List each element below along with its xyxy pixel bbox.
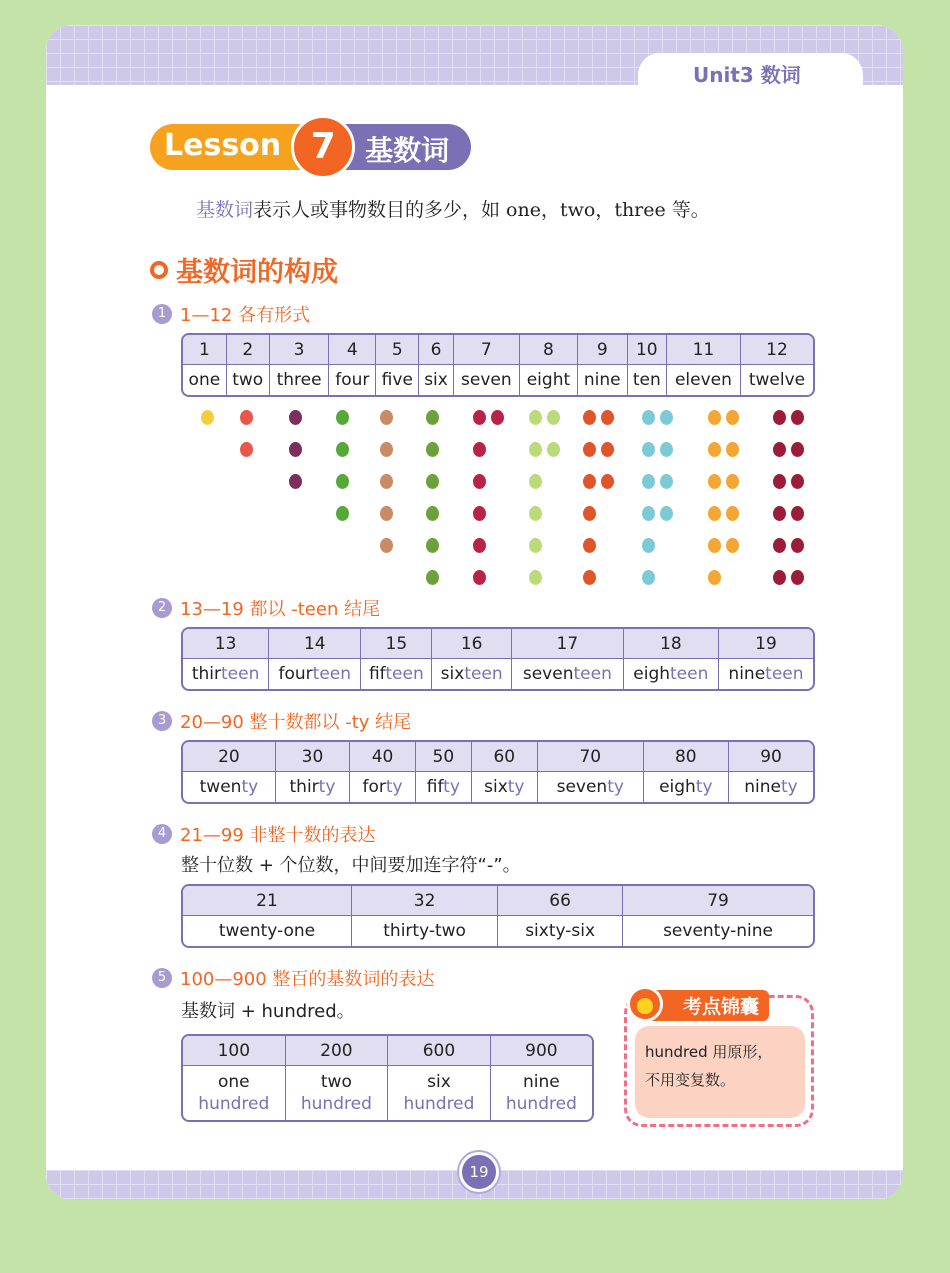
beet-icon (473, 474, 486, 489)
word-suffix: teen (312, 664, 352, 684)
rice-bowl-icon (642, 410, 655, 425)
number-cell: 11 (667, 335, 741, 365)
beet-icon (473, 506, 486, 521)
tip-line: hundred 用原形， (645, 1043, 773, 1061)
rice-bowl-icon (660, 410, 673, 425)
word-cell (286, 1066, 389, 1120)
number-cell: 17 (512, 629, 624, 659)
beet-icon (473, 442, 486, 457)
number-cell: 10 (628, 335, 667, 365)
word-cell (183, 916, 352, 946)
word-suffix: ty (507, 777, 525, 797)
subsection-5 (152, 965, 434, 991)
cauliflower-icon (529, 538, 542, 553)
word-cell (498, 916, 623, 946)
number-badge: 1 (152, 304, 172, 324)
word-stem: twen (199, 777, 242, 797)
taro-icon (380, 442, 393, 457)
wine-glass-icon (791, 506, 804, 521)
avocado-icon (426, 538, 439, 553)
word-cell (432, 659, 512, 689)
cucumber-icon (336, 442, 349, 457)
number-cell: 40 (350, 742, 416, 772)
word-cell (644, 772, 729, 802)
number-cell: 9 (578, 335, 628, 365)
number-cell: 79 (623, 886, 813, 916)
wine-glass-icon (773, 538, 786, 553)
rice-bowl-icon (642, 506, 655, 521)
word-cell (416, 772, 472, 802)
word-stem: thir (191, 664, 221, 684)
page (46, 25, 903, 1200)
word-cell (520, 365, 578, 395)
word-cell (183, 772, 276, 802)
word-stem: eigh (633, 664, 671, 684)
avocado-icon (426, 442, 439, 457)
avocado-icon (426, 410, 439, 425)
avocado-icon (426, 570, 439, 585)
number-cell: 66 (498, 886, 623, 916)
number-cell: 70 (538, 742, 644, 772)
beet-icon (473, 570, 486, 585)
cauliflower-icon (529, 570, 542, 585)
number-cell: 19 (719, 629, 813, 659)
word-suffix: ty (781, 777, 798, 797)
number-cell: 21 (183, 886, 352, 916)
number-cell: 12 (741, 335, 813, 365)
word-cell (361, 659, 432, 689)
cucumber-icon (336, 410, 349, 425)
cauliflower-icon (529, 506, 542, 521)
table-compound (181, 884, 815, 948)
word-stem: fif (368, 664, 386, 684)
apple-icon (240, 410, 253, 425)
word-suffix: hundred (198, 1094, 270, 1114)
word-stem: eleven (674, 370, 732, 390)
word-cell (269, 659, 361, 689)
subsection-title: 1—12 各有形式 (180, 305, 311, 326)
word-cell (741, 365, 813, 395)
circle-icon (150, 261, 168, 279)
wine-glass-icon (773, 474, 786, 489)
taro-icon (380, 474, 393, 489)
word-cell (183, 659, 269, 689)
wine-glass-icon (791, 410, 804, 425)
sausage-icon (601, 410, 614, 425)
sausage-icon (583, 442, 596, 457)
number-cell: 1 (183, 335, 227, 365)
cauliflower-icon (529, 474, 542, 489)
tip-content (635, 1026, 805, 1118)
word-suffix: teen (670, 664, 709, 684)
pear-icon (201, 410, 214, 425)
taro-icon (380, 538, 393, 553)
word-stem: three (276, 370, 322, 390)
sausage-icon (601, 442, 614, 457)
word-cell (512, 659, 624, 689)
word-stem: twelve (748, 370, 806, 390)
mangosteen-icon (289, 474, 302, 489)
subsection-title: 20—90 整十数都以 -ty 结尾 (180, 712, 412, 733)
beer-icon (708, 570, 721, 585)
word-stem: seven (556, 777, 608, 797)
wine-glass-icon (773, 570, 786, 585)
word-stem: one (217, 1072, 250, 1092)
word-cell (329, 365, 376, 395)
word-suffix: teen (765, 664, 804, 684)
number-badge: 5 (152, 968, 172, 988)
word-cell (578, 365, 628, 395)
table-tens (181, 740, 815, 804)
lesson-title: 基数词 (331, 124, 471, 170)
number-badge: 2 (152, 598, 172, 618)
word-stem: nine (744, 777, 781, 797)
word-stem: sixty-six (525, 921, 596, 941)
number-cell: 200 (286, 1036, 389, 1066)
word-cell (419, 365, 453, 395)
mangosteen-icon (289, 410, 302, 425)
intro-highlight: 基数词 (196, 199, 254, 221)
subsection-2 (152, 595, 380, 621)
word-cell (350, 772, 416, 802)
word-stem: one (188, 370, 221, 390)
rice-bowl-icon (642, 442, 655, 457)
word-stem: six (440, 664, 465, 684)
subsection-title: 13—19 都以 -teen 结尾 (180, 599, 381, 620)
cucumber-icon (336, 506, 349, 521)
number-cell: 100 (183, 1036, 286, 1066)
number-cell: 4 (329, 335, 376, 365)
beer-icon (726, 538, 739, 553)
subsection-1 (152, 301, 310, 327)
wine-glass-icon (773, 442, 786, 457)
wine-glass-icon (773, 410, 786, 425)
word-suffix: teen (573, 664, 612, 684)
section-title: 基数词的构成 (176, 257, 338, 288)
word-cell (491, 1066, 592, 1120)
subsection-4 (152, 821, 376, 847)
rice-bowl-icon (660, 506, 673, 521)
beer-icon (726, 474, 739, 489)
word-stem: six (424, 370, 448, 390)
rice-bowl-icon (642, 570, 655, 585)
word-suffix: ty (241, 777, 259, 797)
word-stem: twenty-one (218, 921, 316, 941)
word-cell (376, 365, 419, 395)
number-cell: 80 (644, 742, 729, 772)
apple-icon (240, 442, 253, 457)
word-suffix: teen (220, 664, 260, 684)
number-cell: 7 (454, 335, 520, 365)
number-badge: 3 (152, 711, 172, 731)
unit-label: Unit3 数词 (638, 53, 863, 93)
mangosteen-icon (289, 442, 302, 457)
word-stem: for (362, 777, 386, 797)
sausage-icon (601, 474, 614, 489)
word-stem: nine (523, 1072, 560, 1092)
word-cell (276, 772, 350, 802)
number-cell: 8 (520, 335, 578, 365)
word-cell (270, 365, 330, 395)
cauliflower-icon (547, 442, 560, 457)
word-cell (623, 916, 813, 946)
word-cell (667, 365, 741, 395)
sausage-icon (583, 538, 596, 553)
wine-glass-icon (773, 506, 786, 521)
beer-icon (708, 506, 721, 521)
subsection-title: 21—99 非整十数的表达 (180, 825, 376, 846)
intro-body: 表示人或事物数目的多少，如 one，two，three 等。 (253, 199, 710, 221)
word-stem: nine (583, 370, 621, 390)
word-cell (352, 916, 498, 946)
beer-icon (708, 410, 721, 425)
number-cell: 15 (361, 629, 432, 659)
word-stem: nine (728, 664, 766, 684)
number-cell: 20 (183, 742, 276, 772)
word-stem: seven (461, 370, 512, 390)
rice-bowl-icon (642, 538, 655, 553)
beer-icon (708, 474, 721, 489)
sausage-icon (583, 410, 596, 425)
word-stem: six (427, 1072, 451, 1092)
tip-line: 不用变复数。 (645, 1071, 736, 1089)
word-cell (624, 659, 719, 689)
word-stem: four (278, 664, 313, 684)
word-stem: four (335, 370, 370, 390)
lesson-banner (150, 122, 471, 172)
subsection-4-note: 整十位数 + 个位数，中间要加连字符“-”。 (181, 855, 521, 876)
number-cell: 60 (472, 742, 538, 772)
word-stem: eigh (659, 777, 696, 797)
word-suffix: hundred (300, 1094, 372, 1114)
table-1-12 (181, 333, 815, 397)
number-cell: 90 (729, 742, 813, 772)
word-suffix: ty (695, 777, 713, 797)
number-cell: 600 (388, 1036, 491, 1066)
word-suffix: hundred (403, 1094, 475, 1114)
rice-bowl-icon (660, 474, 673, 489)
subsection-3 (152, 708, 411, 734)
number-cell: 13 (183, 629, 269, 659)
taro-icon (380, 410, 393, 425)
beer-icon (726, 506, 739, 521)
beet-icon (473, 410, 486, 425)
sausage-icon (583, 474, 596, 489)
number-cell: 3 (270, 335, 330, 365)
word-cell (388, 1066, 491, 1120)
subsection-title: 100—900 整百的基数词的表达 (180, 969, 435, 990)
word-suffix: teen (385, 664, 424, 684)
word-suffix: hundred (505, 1094, 577, 1114)
word-cell (183, 365, 227, 395)
table-teens (181, 627, 815, 691)
page-number: 19 (459, 1152, 499, 1192)
cauliflower-icon (529, 442, 542, 457)
word-suffix: ty (607, 777, 624, 797)
word-cell (183, 1066, 286, 1120)
lesson-number: 7 (291, 115, 355, 179)
word-stem: seventy-nine (663, 921, 773, 941)
word-cell (719, 659, 813, 689)
beer-icon (708, 538, 721, 553)
table-hundreds (181, 1034, 594, 1122)
tip-box (624, 995, 814, 1127)
word-cell (729, 772, 813, 802)
sausage-icon (583, 570, 596, 585)
word-cell (538, 772, 644, 802)
word-stem: two (232, 370, 264, 390)
word-stem: thir (289, 777, 319, 797)
word-cell (628, 365, 667, 395)
lucky-bag-icon (627, 986, 663, 1022)
sausage-icon (583, 506, 596, 521)
wine-glass-icon (791, 474, 804, 489)
word-stem: thirty-two (383, 921, 466, 941)
section-heading (150, 250, 338, 289)
word-stem: fif (426, 777, 444, 797)
number-cell: 32 (352, 886, 498, 916)
wine-glass-icon (791, 442, 804, 457)
word-suffix: ty (385, 777, 403, 797)
subsection-5-note: 基数词 + hundred。 (181, 1001, 355, 1022)
wine-glass-icon (791, 570, 804, 585)
number-cell: 6 (419, 335, 453, 365)
word-stem: seven (522, 664, 574, 684)
cauliflower-icon (547, 410, 560, 425)
avocado-icon (426, 474, 439, 489)
rice-bowl-icon (642, 474, 655, 489)
taro-icon (380, 506, 393, 521)
wine-glass-icon (791, 538, 804, 553)
avocado-icon (426, 506, 439, 521)
number-cell: 2 (227, 335, 270, 365)
beer-icon (726, 442, 739, 457)
beer-icon (708, 442, 721, 457)
number-cell: 50 (416, 742, 472, 772)
word-suffix: teen (464, 664, 503, 684)
counting-pictures (181, 400, 814, 590)
word-cell (454, 365, 520, 395)
word-cell (227, 365, 270, 395)
word-stem: two (320, 1072, 352, 1092)
beet-icon (491, 410, 504, 425)
word-stem: five (381, 370, 413, 390)
word-suffix: ty (318, 777, 336, 797)
tip-title: 考点锦囊 (645, 990, 769, 1021)
word-stem: ten (632, 370, 661, 390)
rice-bowl-icon (660, 442, 673, 457)
lesson-label: Lesson (150, 124, 321, 170)
cauliflower-icon (529, 410, 542, 425)
cucumber-icon (336, 474, 349, 489)
intro-text (196, 195, 710, 222)
number-cell: 18 (624, 629, 719, 659)
number-cell: 900 (491, 1036, 592, 1066)
number-cell: 16 (432, 629, 512, 659)
word-stem: six (484, 777, 508, 797)
beer-icon (726, 410, 739, 425)
word-cell (472, 772, 538, 802)
number-cell: 14 (269, 629, 361, 659)
beet-icon (473, 538, 486, 553)
word-stem: eight (526, 370, 571, 390)
number-cell: 30 (276, 742, 350, 772)
number-cell: 5 (376, 335, 419, 365)
number-badge: 4 (152, 824, 172, 844)
word-suffix: ty (443, 777, 460, 797)
